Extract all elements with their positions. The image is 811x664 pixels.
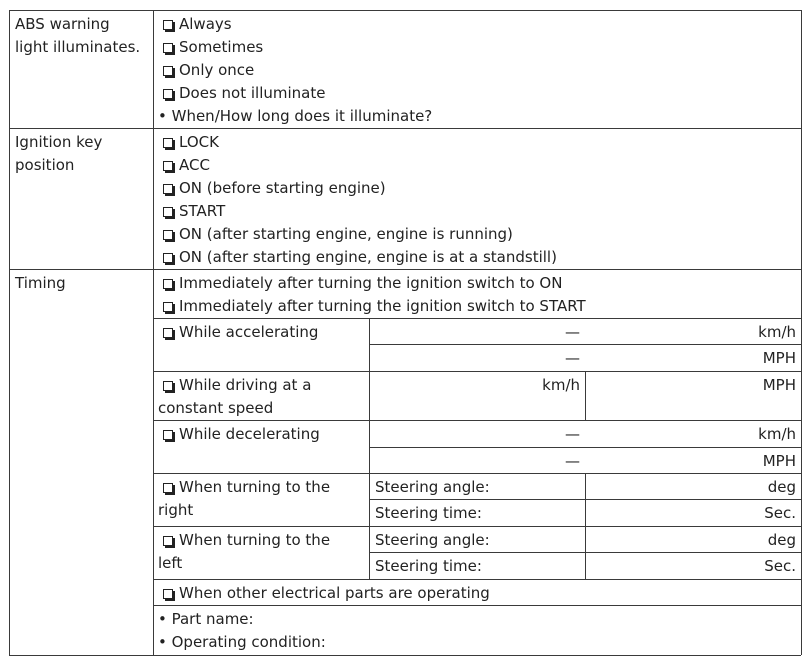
checkbox-icon[interactable] bbox=[163, 43, 173, 53]
timing-divider-2 bbox=[153, 371, 801, 372]
accel-kmh-unit: km/h bbox=[758, 323, 796, 341]
ignition-option-start-label: START bbox=[179, 202, 226, 220]
decel-kmh-unit: km/h bbox=[758, 425, 796, 443]
right-turn-subrow-divider bbox=[369, 499, 801, 500]
left-steering-time-unit: Sec. bbox=[764, 557, 796, 575]
row-divider-abs bbox=[9, 128, 801, 129]
timing-option-turn-left[interactable] bbox=[163, 530, 330, 550]
checkbox-icon[interactable] bbox=[163, 253, 173, 263]
ignition-label-line2: position bbox=[15, 156, 75, 174]
abs-option-always[interactable] bbox=[163, 14, 232, 34]
timing-sub-divider bbox=[369, 318, 370, 579]
part-name-bullet: • Part name: bbox=[158, 610, 254, 628]
constant-speed-divider bbox=[585, 371, 586, 420]
abs-option-once[interactable] bbox=[163, 60, 254, 80]
decel-kmh-dash: — bbox=[565, 425, 580, 443]
abs-label-line2: light illuminates. bbox=[15, 38, 141, 56]
abs-when-bullet: • When/How long does it illuminate? bbox=[158, 107, 433, 125]
ignition-option-on-before[interactable] bbox=[163, 178, 386, 198]
timing-option-other-electrical-label: When other electrical parts are operating bbox=[179, 584, 490, 602]
checkbox-icon[interactable] bbox=[163, 20, 173, 30]
timing-divider-1 bbox=[153, 318, 801, 319]
abs-label-line1: ABS warning bbox=[15, 15, 110, 33]
abs-option-not[interactable] bbox=[163, 83, 325, 103]
left-steering-angle-unit: deg bbox=[767, 531, 796, 549]
ignition-option-on-running[interactable] bbox=[163, 224, 513, 244]
timing-option-turn-left-line2: left bbox=[158, 554, 183, 572]
right-steering-angle-unit: deg bbox=[767, 478, 796, 496]
ignition-option-on-standstill[interactable] bbox=[163, 247, 557, 267]
accel-mph-unit: MPH bbox=[762, 349, 796, 367]
decel-mph-unit: MPH bbox=[762, 452, 796, 470]
checkbox-icon[interactable] bbox=[163, 483, 173, 493]
checkbox-icon[interactable] bbox=[163, 381, 173, 391]
abs-option-always-label: Always bbox=[179, 15, 232, 33]
checkbox-icon[interactable] bbox=[163, 89, 173, 99]
table-bottom-border bbox=[9, 655, 801, 656]
timing-option-imm-start[interactable] bbox=[163, 296, 586, 316]
checkbox-icon[interactable] bbox=[163, 302, 173, 312]
accel-mph-dash: — bbox=[565, 349, 580, 367]
checkbox-icon[interactable] bbox=[163, 589, 173, 599]
left-steering-angle-label: Steering angle: bbox=[375, 531, 490, 549]
constant-mph-unit: MPH bbox=[762, 376, 796, 394]
timing-option-imm-start-label: Immediately after turning the ignition switch to START bbox=[179, 297, 586, 315]
decel-mph-dash: — bbox=[565, 452, 580, 470]
timing-option-turn-right-line2: right bbox=[158, 501, 194, 519]
checkbox-icon[interactable] bbox=[163, 138, 173, 148]
timing-option-decel-label: While decelerating bbox=[179, 425, 320, 443]
timing-option-constant-line2: constant speed bbox=[158, 399, 274, 417]
timing-divider-4 bbox=[153, 473, 801, 474]
timing-option-accel-label: While accelerating bbox=[179, 323, 319, 341]
abs-option-not-label: Does not illuminate bbox=[179, 84, 326, 102]
ignition-option-acc-label: ACC bbox=[179, 156, 210, 174]
checkbox-icon[interactable] bbox=[163, 66, 173, 76]
right-steering-time-unit: Sec. bbox=[764, 504, 796, 522]
label-column-divider bbox=[153, 10, 154, 655]
abs-option-sometimes[interactable] bbox=[163, 37, 263, 57]
ignition-option-start[interactable] bbox=[163, 201, 225, 221]
ignition-option-on-running-label: ON (after starting engine, engine is running) bbox=[179, 225, 513, 243]
checkbox-icon[interactable] bbox=[163, 161, 173, 171]
ignition-option-on-before-label: ON (before starting engine) bbox=[179, 179, 386, 197]
accel-subrow-divider bbox=[369, 344, 801, 345]
table-right-border bbox=[801, 10, 802, 655]
timing-option-turn-left-label: When turning to the bbox=[179, 531, 331, 549]
right-steering-time-label: Steering time: bbox=[375, 504, 482, 522]
timing-divider-7 bbox=[153, 605, 801, 606]
ignition-label-line1: Ignition key bbox=[15, 133, 103, 151]
row-divider-ignition bbox=[9, 269, 801, 270]
accel-kmh-dash: — bbox=[565, 323, 580, 341]
timing-divider-3 bbox=[153, 420, 801, 421]
checkbox-icon[interactable] bbox=[163, 207, 173, 217]
checkbox-icon[interactable] bbox=[163, 536, 173, 546]
checkbox-icon[interactable] bbox=[163, 184, 173, 194]
table-left-border bbox=[9, 10, 10, 655]
timing-option-turn-right-label: When turning to the bbox=[179, 478, 331, 496]
abs-option-once-label: Only once bbox=[179, 61, 255, 79]
constant-kmh-unit: km/h bbox=[542, 376, 580, 394]
operating-condition-bullet: • Operating condition: bbox=[158, 633, 326, 651]
left-steering-time-label: Steering time: bbox=[375, 557, 482, 575]
timing-label: Timing bbox=[15, 274, 66, 292]
ignition-option-lock-label: LOCK bbox=[179, 133, 219, 151]
checkbox-icon[interactable] bbox=[163, 328, 173, 338]
timing-option-accel[interactable] bbox=[163, 322, 318, 342]
checkbox-icon[interactable] bbox=[163, 430, 173, 440]
timing-option-turn-right[interactable] bbox=[163, 477, 330, 497]
checkbox-icon[interactable] bbox=[163, 279, 173, 289]
timing-divider-5 bbox=[153, 526, 801, 527]
timing-option-constant[interactable] bbox=[163, 375, 311, 395]
abs-option-sometimes-label: Sometimes bbox=[179, 38, 264, 56]
timing-option-constant-label: While driving at a bbox=[179, 376, 312, 394]
timing-divider-6 bbox=[153, 579, 801, 580]
timing-option-decel[interactable] bbox=[163, 424, 320, 444]
ignition-option-on-standstill-label: ON (after starting engine, engine is at a standstill) bbox=[179, 248, 557, 266]
timing-option-imm-on-label: Immediately after turning the ignition switch to ON bbox=[179, 274, 563, 292]
right-steering-angle-label: Steering angle: bbox=[375, 478, 490, 496]
timing-option-imm-on[interactable] bbox=[163, 273, 562, 293]
checkbox-icon[interactable] bbox=[163, 230, 173, 240]
decel-subrow-divider bbox=[369, 447, 801, 448]
ignition-option-lock[interactable] bbox=[163, 132, 219, 152]
table-top-border bbox=[9, 10, 801, 11]
ignition-option-acc[interactable] bbox=[163, 155, 210, 175]
timing-option-other-electrical[interactable] bbox=[163, 583, 490, 603]
left-turn-subrow-divider bbox=[369, 552, 801, 553]
